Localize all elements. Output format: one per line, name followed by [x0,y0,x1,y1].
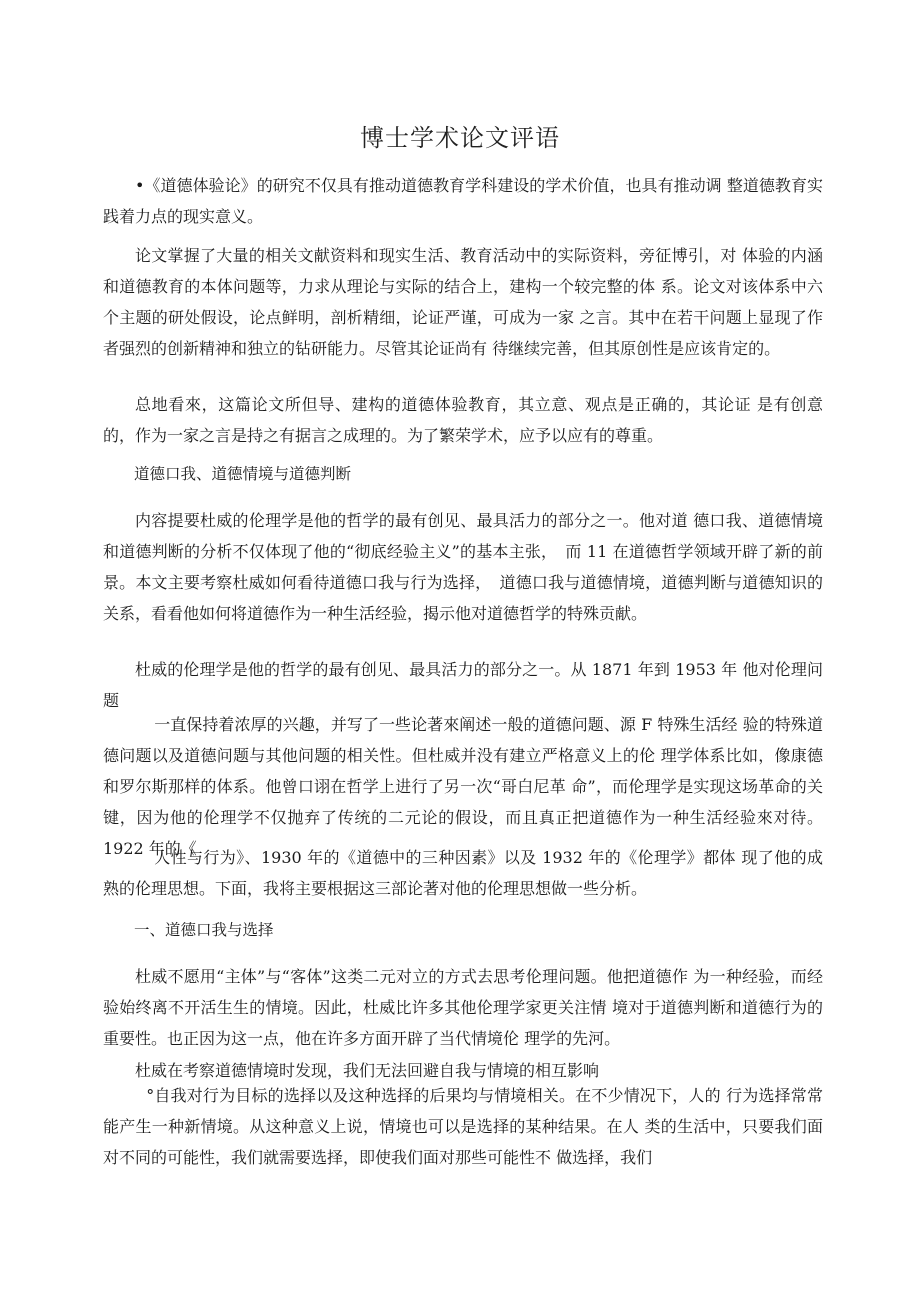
paragraph-5: 一直保持着浓厚的兴趣，并写了一些论著來阐述一般的道德问题、源 F 特殊生活经 验的特殊道德问题以及道德问题与其他问题的相关性。但杜威并没有建立严格意义上的伦 理学体系比如，像康德和罗尔斯那样的体系。他曾口诩在哲学上进行了另一次“哥白尼革 命”，而伦理学是实现这场革命的关键，因为他的伦理学不仅抛弃了传统的二元论的假设，而且真正把道德作为一种生活经验來对待。1922 年的《 [103,715,823,858]
paragraph-6: 人性与行为》、1930 年的《道德中的三种因素》以及 1932 年的《伦理学》都体 现了他的成熟的伦理思想。下面，我将主要根据这三部论著对他的伦理思想做一些分析。 [103,848,823,898]
abstract-paragraph: 内容提要杜威的伦理学是他的哲学的最有创见、最具活力的部分之一。他对道 德口我、道德情境和道德判断的分析不仅体现了他的“彻底经验主义”的基本主张， 而 11 在道德哲学领域开辟了新的前景。本文主要考察杜威如何看待道德口我与行为选择， 道德口我与道德情境，道德判断与道德知识的关系，看看他如何将道德作为一种生活经验，揭示他对道德哲学的特殊贡献。 [103,511,823,623]
section-heading-1: 道德口我、道德情境与道德判断 [134,465,352,483]
paragraph-1: •《道德体验论》的研究不仅具有推动道德教育学科建设的学术价值，也具有推动调 整道德教育实践着力点的现实意义。 [103,176,823,226]
page-title: 博士学术论文评语 [360,124,560,152]
paragraph-8: 杜威在考察道德情境时发现，我们无法回避自我与情境的相互影响 [135,1061,600,1080]
paragraph-9: °自我对行为目标的选择以及这种选择的后果均与情境相关。在不少情况下，人的 行为选择常常能产生一种新情境。从这种意义上说，情境也可以是选择的某种结果。在人 类的生活中，只要我们面对不同的可能性，我们就需要选择，即使我们面对那些可能性不 做选择，我们 [103,1086,823,1167]
paragraph-7: 杜威不愿用“主体”与“客体”这类二元对立的方式去思考伦理问题。他把道德作 为一种经验，而经验始终离不开活生生的情境。因此，杜威比许多其他伦理学家更关注情 境对于道德判断和道德行为的重要性。也正因为这一点，他在许多方面开辟了当代情境伦 理学的先河。 [103,967,823,1048]
paragraph-4: 杜威的伦理学是他的哲学的最有创见、最具活力的部分之一。从 1871 年到 1953 年 他对伦理问题 [103,660,823,710]
section-heading-2: 一、道德口我与选择 [134,921,274,939]
paragraph-3: 总地看來，这篇论文所但导、建构的道德体验教育，其立意、观点是正确的，其论证 是有创意的，作为一家之言是持之有据言之成理的。为了繁荣学术，应予以应有的尊重。 [103,395,823,445]
paragraph-2: 论文掌握了大量的相关文献资料和现实生活、教育活动中的实际资料，旁征博引，对 体验的内涵和道德教育的本体问题等，力求从理论与实际的结合上，建构一个较完整的体 系。论文对该体系中六个主题的研处假设，论点鲜明，剖析精细，论证严谨，可成为一家 之言。其中在若干问题上显现了作者强烈的创新精神和独立的钻研能力。尽管其论证尚有 待继续完善，但其原创性是应该肯定的。 [103,246,823,358]
